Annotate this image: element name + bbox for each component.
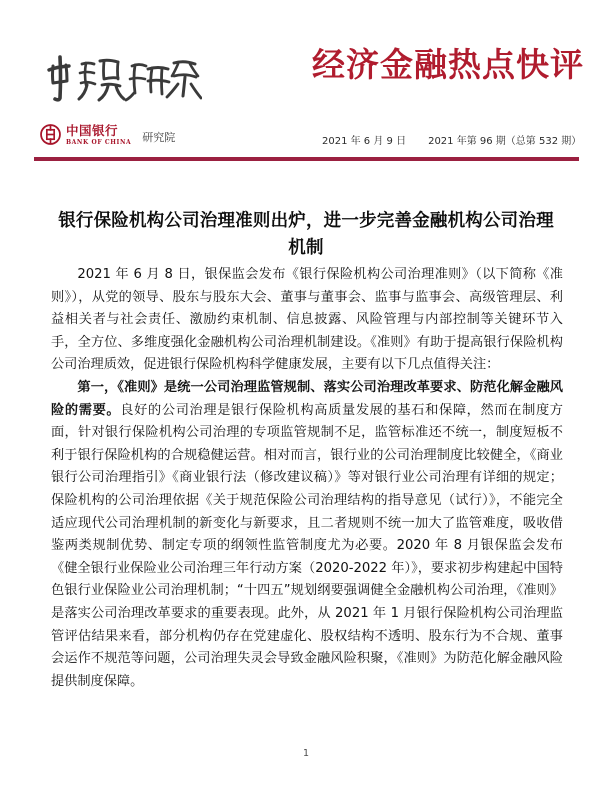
article-body xyxy=(51,264,563,693)
header-divider xyxy=(34,157,579,161)
paragraph-2-text: 良好的公司治理是银行保险机构高质量发展的基石和保障，然而在制度方面，针对银行保险机构公司治理的专项监管规制不足，监管标准还不统一，制度短板不利于银行保险机构的合规稳健运营。相对而言，银行业的公司治理制度比较健全，《商业银行公司治理指引》《商业银行法（修改建议稿）》等对银行业公司治理有详细的规定；保险机构的公司治理依据《关于规范保险公司治理结构的指导意见（试行）》，不能完全适应现代公司治理机制的新变化与新要求，且二者规则不统一加大了监管难度，吸收借鉴两类规制优势、制定专项的纲领性监管制度尤为必要。2020 年 8 月银保监会发布《健全银行业保险业公司治理三年行动方案（2020-2022 年）》，要求初步构建起中国特色银行业保险业公司治理机制；“十四五”规划纲要强调健全金融机构公司治理，《准则》是落实公司治理改革要求的重要表现。此外，从 2021 年 1 月银行保险机构公司治理监管评估结果来看，部分机构仍存在党建虚化、股权结构不透明、股东行为不合规、董事会运作不规范等问题，公司治理失灵会导致金融风险积聚，《准则》为防范化解金融风险提供制度保障。 xyxy=(51,402,563,689)
subheader xyxy=(0,122,612,158)
publication-date: 2021 年 6 月 9 日 xyxy=(322,136,407,147)
bank-of-china-lockup xyxy=(40,124,175,146)
bank-of-china-emblem-icon xyxy=(40,124,61,145)
calligraphy-wordmark-icon xyxy=(42,52,202,104)
paragraph-1-text: 2021 年 6 月 8 日，银保监会发布《银行保险机构公司治理准则》（以下简称《准则》），从党的领导、股东与股东大会、董事与董事会、监事与监事会、高级管理层、利益相关者与社会责任、激励约束机制、信息披露、风险管理与内部控制等关键环节入手，全方位、多维度强化金融机构公司治理机制建设。《准则》有助于提高银行保险机构公司治理质效，促进银行保险机构科学健康发展，主要有以下几点值得关注： xyxy=(51,267,563,373)
masthead-banner-title: 经济金融热点快评 xyxy=(312,45,584,84)
boc-name-en: BANK OF CHINA xyxy=(66,138,132,146)
paragraph-2 xyxy=(51,377,563,693)
bank-of-china-wordmark xyxy=(66,125,131,146)
paragraph-1 xyxy=(51,264,563,377)
publication-issue: 2021 年第 96 期（总第 532 期） xyxy=(428,136,582,147)
page-number: 1 xyxy=(302,748,310,759)
boc-name-cn: 中国银行 xyxy=(66,123,119,138)
paragraph-2-lead-in: 第一，《准则》是统一公司治理监管规制、落实公司治理改革要求、防范化解金融风险的需要。 xyxy=(51,379,563,418)
masthead xyxy=(0,44,612,122)
institute-label: 研究院 xyxy=(142,130,176,144)
issue-info xyxy=(322,132,581,147)
page-title: 银行保险机构公司治理准则出炉，进一步完善金融机构公司治理机制 xyxy=(58,210,554,258)
